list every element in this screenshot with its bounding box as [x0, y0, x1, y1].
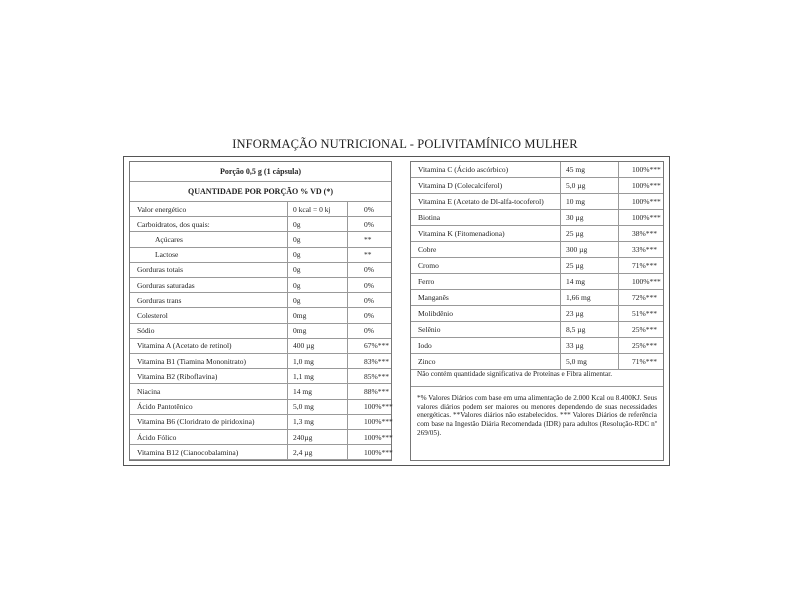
- nutrient-vd: 71%***: [632, 357, 657, 366]
- nutrient-vd: 67%***: [364, 341, 389, 351]
- nutrient-name: Cobre: [418, 245, 437, 254]
- nutrient-name: Iodo: [418, 341, 432, 350]
- nutrient-name: Vitamina A (Acetato de retinol): [137, 341, 232, 351]
- nutrient-name: Molibdênio: [418, 309, 453, 318]
- column-divider: [347, 202, 348, 460]
- divider: [411, 386, 663, 387]
- nutrient-amount: 240µg: [293, 432, 313, 442]
- table-row: [411, 162, 663, 178]
- nutrient-vd: 100%***: [364, 432, 393, 442]
- nutrient-name: Vitamina B12 (Cianocobalamina): [137, 447, 239, 457]
- nutrient-amount: 0g: [293, 234, 301, 244]
- nutrient-vd: 100%***: [632, 165, 661, 174]
- table-row: [411, 242, 663, 258]
- nutrient-name: Gorduras trans: [137, 295, 182, 305]
- nutrient-amount: 2,4 µg: [293, 447, 313, 457]
- nutrient-amount: 5,0 mg: [566, 357, 587, 366]
- footnote: *% Valores Diários com base em uma alimentação de 2.000 Kcal ou 8.400KJ. Seus valores diários podem ser maiores ou menores dependendo de suas necessidades energéticas. **Valores diários não estabelecidos. *** Valores Diários de referência com base na Ingestão Diária Recomendada (IDR) para adultos (Resolução-RDC nº 269/05).: [417, 394, 657, 437]
- nutrient-vd: 0%: [364, 204, 374, 214]
- nutrient-amount: 0g: [293, 250, 301, 260]
- column-divider: [560, 162, 561, 370]
- table-row: [130, 324, 391, 339]
- nutrient-vd: 25%***: [632, 341, 657, 350]
- nutrient-name: Cromo: [418, 261, 439, 270]
- nutrient-amount: 0g: [293, 295, 301, 305]
- nutrient-name: Zinco: [418, 357, 436, 366]
- nutrient-amount: 1,0 mg: [293, 356, 314, 366]
- nutrient-name: Manganês: [418, 293, 449, 302]
- nutrient-vd: 83%***: [364, 356, 389, 366]
- nutrient-amount: 0mg: [293, 310, 307, 320]
- table-row: [411, 290, 663, 306]
- table-row: [411, 194, 663, 210]
- table-row: [411, 274, 663, 290]
- column-divider: [287, 202, 288, 460]
- table-row: [130, 400, 391, 415]
- nutrient-vd: 100%***: [632, 181, 661, 190]
- nutrient-amount: 45 mg: [566, 165, 585, 174]
- nutrient-name: Carboidratos, dos quais:: [137, 219, 210, 229]
- nutrient-amount: 0mg: [293, 326, 307, 336]
- nutrient-vd: **: [364, 234, 372, 244]
- table-row: [411, 338, 663, 354]
- nutrient-vd: 0%: [364, 265, 374, 275]
- table-row: [411, 178, 663, 194]
- table-row: [130, 384, 391, 399]
- table-row: [411, 322, 663, 338]
- nutrient-vd: 100%***: [364, 417, 393, 427]
- nutrient-amount: 14 mg: [293, 386, 312, 396]
- nutrient-name: Vitamina C (Ácido ascórbico): [418, 165, 509, 174]
- nutrient-name: Vitamina K (Fitomenadiona): [418, 229, 505, 238]
- nutrient-vd: 38%***: [632, 229, 657, 238]
- nutrient-amount: 5,0 µg: [566, 181, 586, 190]
- nutrient-name: Vitamina B2 (Riboflavina): [137, 371, 218, 381]
- nutrient-vd: 0%: [364, 219, 374, 229]
- nutrient-amount: 0g: [293, 219, 301, 229]
- nutrient-amount: 10 mg: [566, 197, 585, 206]
- nutrient-name: Colesterol: [137, 310, 168, 320]
- column-divider: [618, 162, 619, 370]
- nutrient-amount: 1,3 mg: [293, 417, 314, 427]
- nutrient-amount: 0 kcal = 0 kj: [293, 204, 331, 214]
- nutrient-vd: 100%***: [364, 447, 393, 457]
- nutrient-amount: 300 µg: [566, 245, 588, 254]
- nutrient-amount: 33 µg: [566, 341, 584, 350]
- quantity-header: QUANTIDADE POR PORÇÃO % VD (*): [130, 182, 391, 202]
- nutrient-vd: 88%***: [364, 386, 389, 396]
- insignificant-note: Não contém quantidade significativa de Proteínas e Fibra alimentar.: [417, 370, 612, 378]
- nutrient-name: Vitamina E (Acetato de Dl-alfa-tocoferol): [418, 197, 544, 206]
- table-row: [130, 430, 391, 445]
- nutrient-amount: 23 µg: [566, 309, 584, 318]
- nutrient-vd: 51%***: [632, 309, 657, 318]
- nutrient-name: Niacina: [137, 386, 161, 396]
- nutrient-name: Lactose: [155, 250, 179, 260]
- nutrient-vd: 85%***: [364, 371, 389, 381]
- table-row: [130, 415, 391, 430]
- nutrition-panel: [123, 156, 670, 466]
- nutrient-name: Ácido Pantotênico: [137, 402, 193, 412]
- table-row: [130, 354, 391, 369]
- nutrient-name: Valor energético: [137, 204, 187, 214]
- table-row: [130, 248, 391, 263]
- nutrient-name: Biotina: [418, 213, 441, 222]
- table-row: [130, 232, 391, 247]
- nutrient-name: Sódio: [137, 326, 155, 336]
- table-row: [130, 202, 391, 217]
- nutrient-vd: 100%***: [632, 213, 661, 222]
- nutrient-name: Vitamina B6 (Cloridrato de piridoxina): [137, 417, 255, 427]
- nutrient-vd: 25%***: [632, 325, 657, 334]
- page-title: INFORMAÇÃO NUTRICIONAL - POLIVITAMÍNICO MULHER: [232, 137, 578, 151]
- nutrient-vd: 100%***: [632, 277, 661, 286]
- nutrient-name: Gorduras totais: [137, 265, 184, 275]
- table-row: [130, 445, 391, 460]
- nutrient-vd: **: [364, 250, 372, 260]
- table-row: [411, 354, 663, 370]
- nutrient-amount: 0g: [293, 280, 301, 290]
- nutrient-name: Selênio: [418, 325, 441, 334]
- nutrient-name: Ácido Fólico: [137, 432, 177, 442]
- nutrient-vd: 0%: [364, 326, 374, 336]
- nutrient-vd: 100%***: [632, 197, 661, 206]
- table-row: [130, 293, 391, 308]
- table-row: [411, 258, 663, 274]
- table-row: [130, 217, 391, 232]
- table-row: [130, 369, 391, 384]
- nutrient-vd: 0%: [364, 310, 374, 320]
- nutrient-amount: 25 µg: [566, 261, 584, 270]
- nutrient-amount: 5,0 mg: [293, 402, 314, 412]
- nutrient-vd: 0%: [364, 295, 374, 305]
- nutrient-amount: 25 µg: [566, 229, 584, 238]
- nutrient-name: Vitamina B1 (Tiamina Mononitrato): [137, 356, 247, 366]
- right-nutrition-table: [410, 161, 664, 461]
- table-row: [411, 226, 663, 242]
- nutrient-name: Gorduras saturadas: [137, 280, 195, 290]
- nutrient-name: Vitamina D (Colecalciferol): [418, 181, 503, 190]
- nutrient-amount: 1,66 mg: [566, 293, 591, 302]
- table-row: [411, 210, 663, 226]
- nutrient-name: Ferro: [418, 277, 435, 286]
- nutrient-amount: 14 mg: [566, 277, 585, 286]
- nutrient-amount: 30 µg: [566, 213, 584, 222]
- nutrient-vd: 0%: [364, 280, 374, 290]
- nutrient-amount: 8,5 µg: [566, 325, 586, 334]
- table-row: [130, 339, 391, 354]
- nutrient-amount: 400 µg: [293, 341, 315, 351]
- table-row: [130, 308, 391, 323]
- table-row: [130, 263, 391, 278]
- nutrient-vd: 72%***: [632, 293, 657, 302]
- table-row: [411, 306, 663, 322]
- left-nutrition-table: [129, 161, 392, 461]
- nutrient-amount: 1,1 mg: [293, 371, 314, 381]
- nutrient-amount: 0g: [293, 265, 301, 275]
- nutrient-name: Açúcares: [155, 234, 183, 244]
- table-row: [130, 278, 391, 293]
- nutrient-vd: 33%***: [632, 245, 657, 254]
- portion-header: Porção 0,5 g (1 cápsula): [130, 162, 391, 182]
- nutrient-vd: 100%***: [364, 402, 393, 412]
- nutrient-vd: 71%***: [632, 261, 657, 270]
